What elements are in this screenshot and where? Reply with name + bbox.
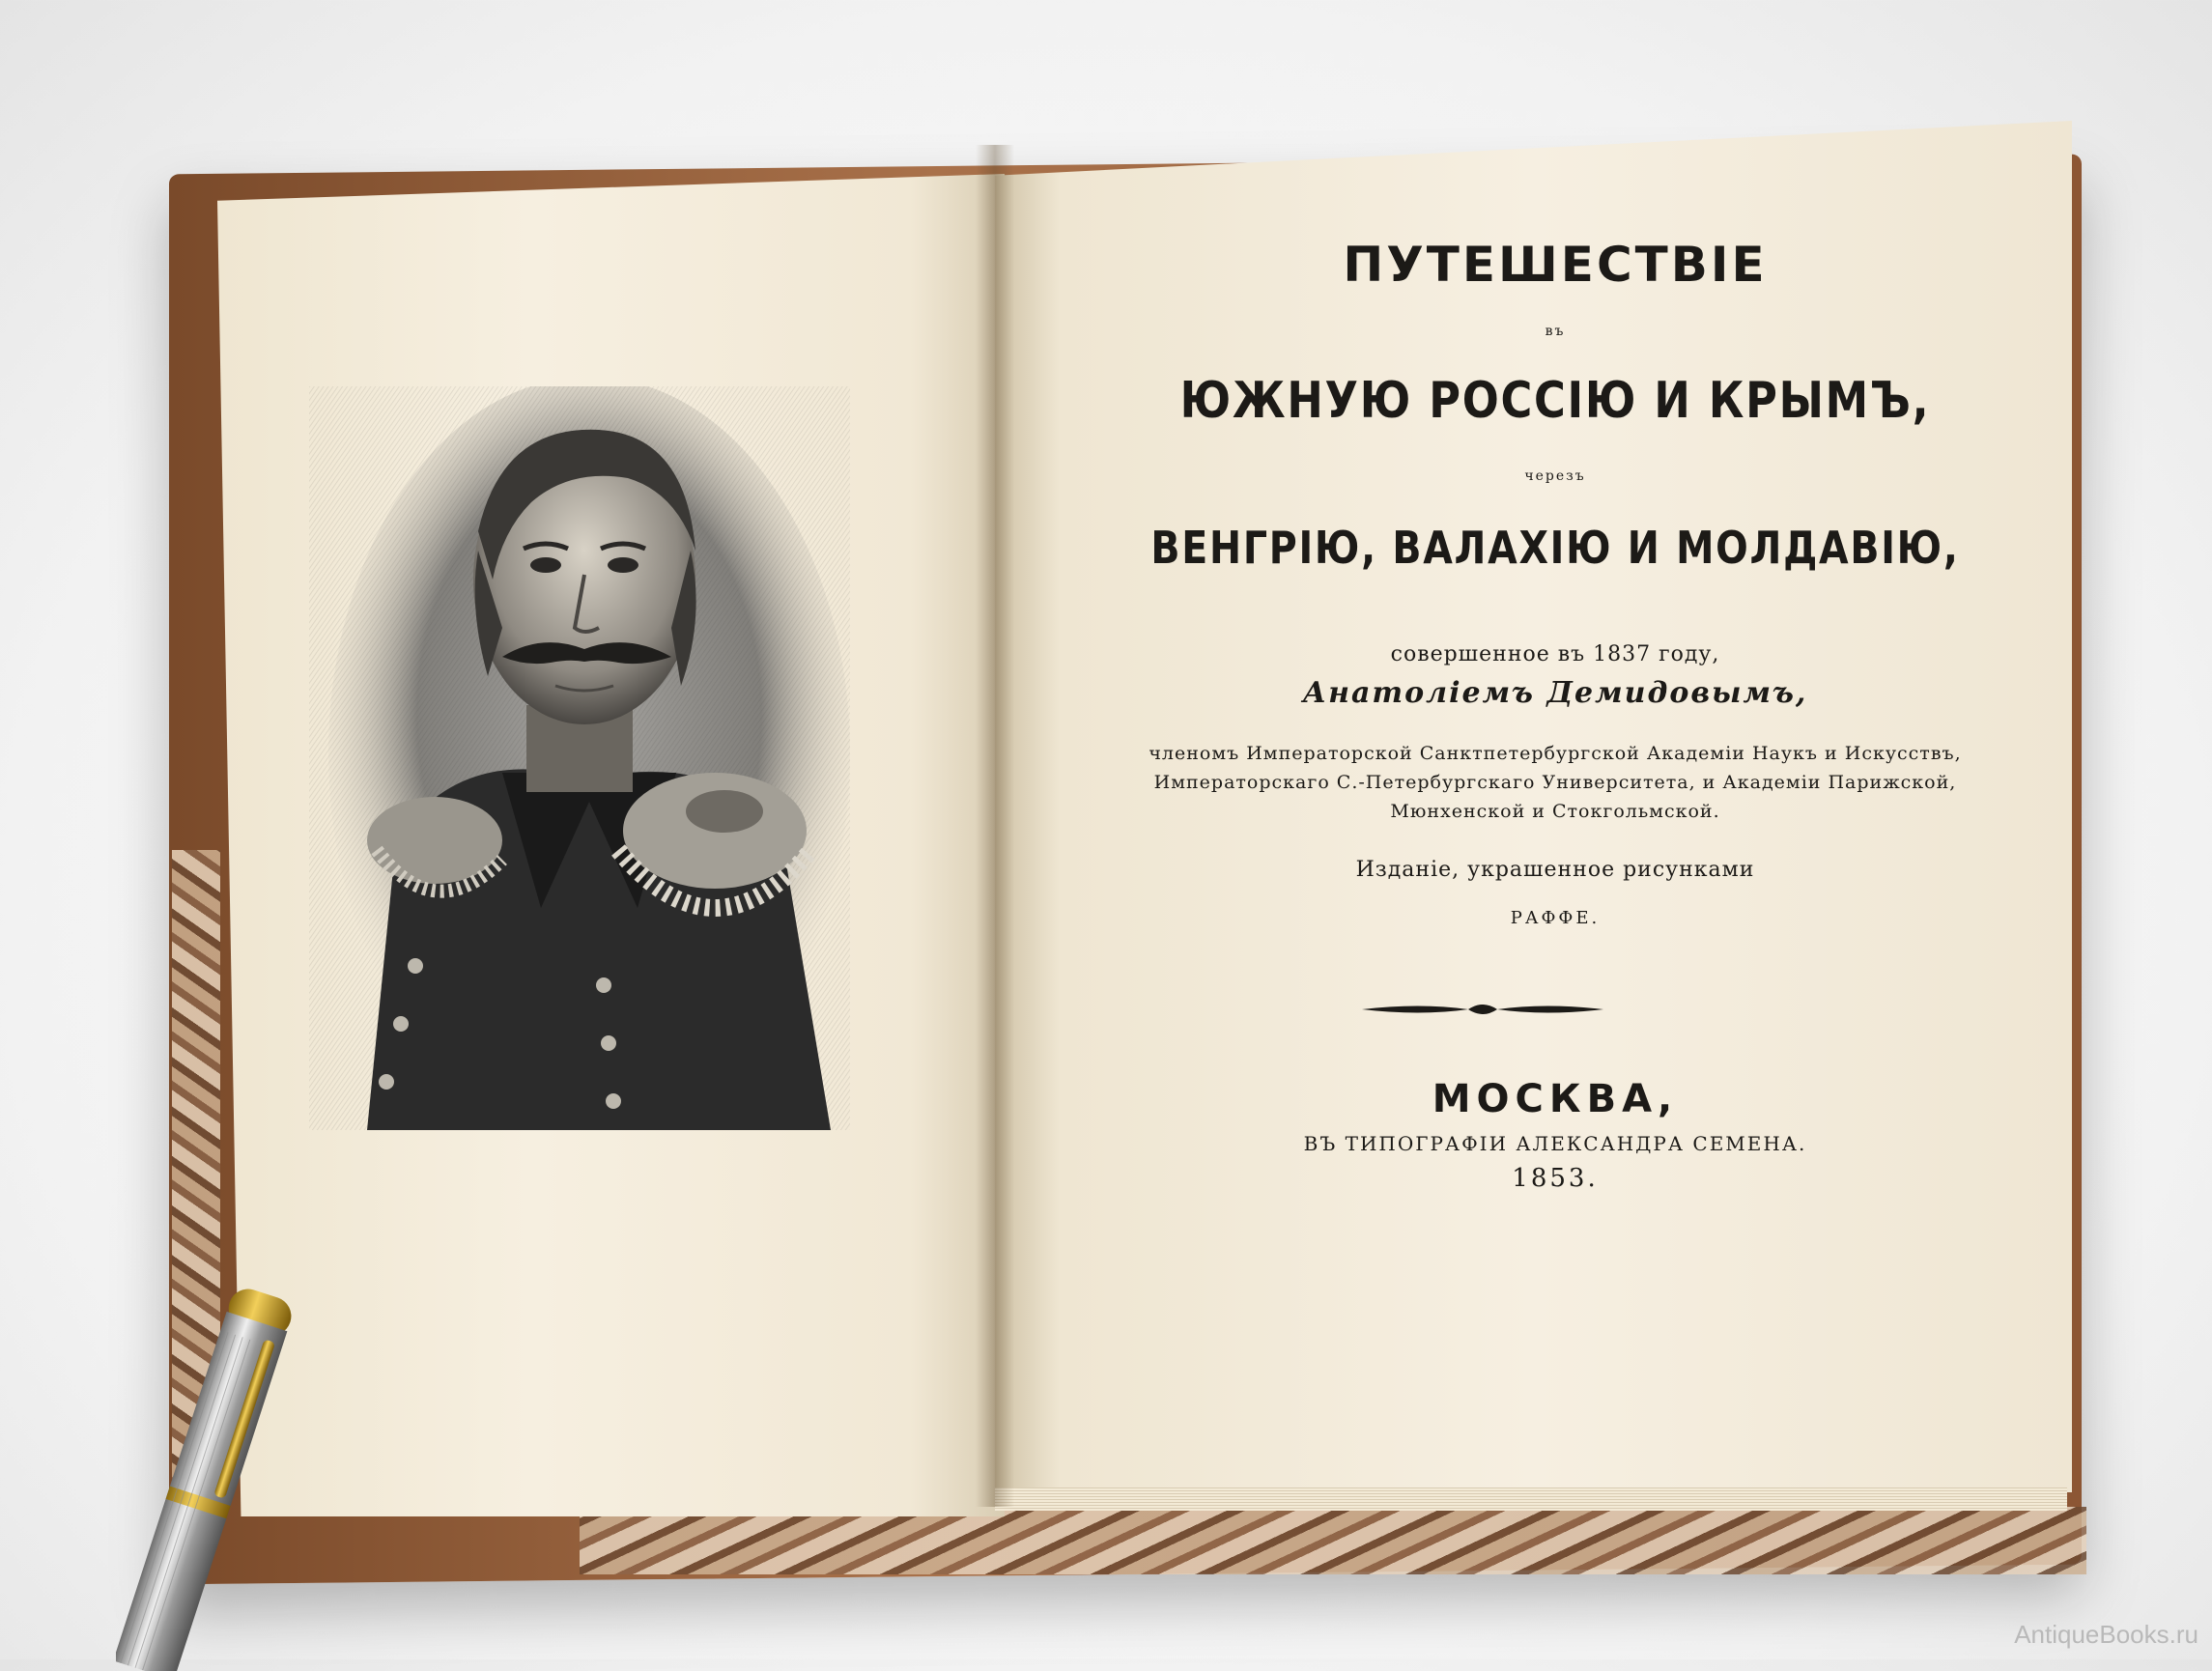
author-line: Анатоліемъ Демидовымъ, (1302, 676, 1808, 710)
illustrator-line: РАФФЕ. (1510, 908, 1601, 928)
membership-line-2: Императорскаго С.-Петербургскаго Университета, и Академіи Парижской, (1153, 772, 1957, 793)
engraved-portrait (309, 386, 850, 1130)
watermark: AntiqueBooks.ru (2014, 1620, 2198, 1649)
preposition-cherez: черезъ (1524, 468, 1586, 484)
marbled-edge-bottom (580, 1507, 2086, 1574)
route-line: ВЕНГРІЮ, ВАЛАХІЮ И МОЛДАВІЮ, (1150, 522, 1960, 574)
membership-line-3: Мюнхенской и Стокгольмской. (1390, 801, 1720, 822)
membership-line-1: членомъ Императорской Санктпетербургской Академіи Наукъ и Искусствъ, (1149, 743, 1962, 764)
printer-line: ВЪ ТИПОГРАФІИ АЛЕКСАНДРА СЕМЕНА. (1303, 1132, 1807, 1155)
city-line: МОСКВА, (1432, 1077, 1679, 1121)
date-line: совершенное въ 1837 году, (1390, 642, 1720, 666)
page-edges (995, 1487, 2067, 1511)
printers-ornament (1362, 995, 1603, 1024)
edition-line: Изданіе, украшенное рисунками (1355, 858, 1755, 882)
left-eye (530, 557, 561, 573)
destination-line: ЮЖНУЮ РОССІЮ И КРЫМЪ, (1179, 372, 1931, 430)
book-gutter (976, 145, 1014, 1507)
right-eye (608, 557, 638, 573)
fountain-pen (116, 1275, 299, 1671)
year-line: 1853. (1512, 1164, 1599, 1193)
book-title: ПУТЕШЕСТВІЕ (1343, 237, 1768, 293)
preposition-v: въ (1545, 324, 1566, 339)
